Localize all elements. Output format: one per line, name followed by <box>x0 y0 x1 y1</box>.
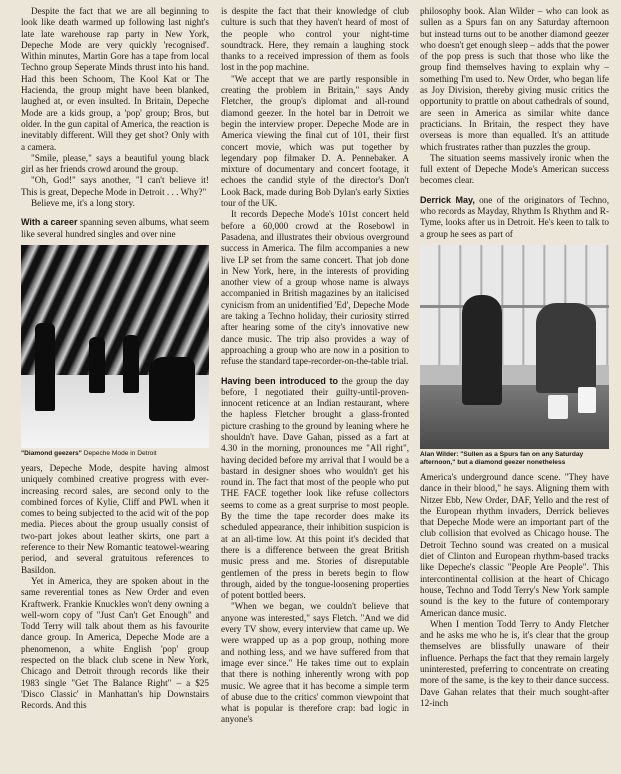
paragraph: "Oh, God!" says another, "I can't believe it! This is great, Depeche Mode in Detroit . . . Why?" <box>21 175 209 197</box>
paragraph: Despite the fact that we are all beginning to look like death warmed up following last night's late late warehouse rap party in New York, Depeche Mode are very quickly 'recognised'. Within minutes, Martin Gore has a tape from local Techno group Seperate Minds thrust into his hand. Had this been Schoom, The Kool Kat or The Hacienda, the group might have been blanked, laughed at, or even insulted. In Britain, Depeche Mode are a kids group, a 'pop' group; Bros, but older. In the gun capital of America, the reaction is inevitably different. Will they get shot? Only with a camera. <box>21 6 209 152</box>
cup-icon <box>548 395 568 419</box>
column-1 <box>21 6 209 774</box>
paragraph: philosophy book. Alan Wilder – who can look as sullen as a Spurs fan on any Saturday afternoon but instead turns out to be another diamond geezer who doesn't get enough sleep – adds that the power of the pop press is such that those who like the group find themselves having to explain why – something I'm used to. New Order, who began life as Joy Division, thereby giving music critics the opportunity to prattle on about cathedrals of sound, are seen in America as similar white dance practicians. In Britain, the respect they have overseas is more than equalled. It's an attitude which frustrates rather than puzzles the group. <box>420 6 609 152</box>
paragraph: is despite the fact that their knowledge of club culture is such that they haven't heard of most of the people who control your night-time soundtrack. Here, they remain a laughing stock thanks to a received impression of them as fools lost in the pop machine. <box>221 6 409 73</box>
paragraph: Believe me, it's a long story. <box>31 198 135 209</box>
caption-bold: Alan Wilder: "Sullen as a Spurs fan on any Saturday afternoon," but a diamond geezer nonetheless <box>420 450 584 466</box>
section-lead: With a career <box>21 217 78 228</box>
paragraph: years, Depeche Mode, despite having almost uniquely combined creative progress with ever-increasing record sales, are second only to the combined forces of Kylie, Cliff and PWL when it comes to being subjected to the acid wit of the pop media. Pieces about the group usually consist of two-part jokes about leather skirts, one part a reference to their New Romantic teatowel-wearing period, and several gratuitous references to Basildon. <box>21 462 209 575</box>
person-figure <box>536 303 596 393</box>
paragraph: The situation seems massively ironic when the full extent of Depeche Mode's American success becomes clear. <box>420 152 609 186</box>
caption-bold: "Diamond geezers" <box>21 449 82 457</box>
paragraph-text: the group the day before, I negotiated their guilty-until-proven-innocent reticence at an Indian restaurant, where the hapless Fletcher brought a glass-fronted picture crashing to the ground by leaning where he shouldn't have. Dave Gahan, pissed as a fart at 4.30 in the morning, pronounces me "All right", having decided before my arrival that I would be a bastard in designer shoes who wouldn't get his round in. The fact that most of the people who put THE FACE together look like refuse collectors seems to come as a great surprise to most people. By the time the tape recorder does make its scheduled appearance, their inhibition suspicion is at an all-time low. At this point it's decided that there is a difference between the great British music press and me. Stories of disreputable gentlemen of the press in berets begin to flow through, aided by the tongue-loosening properties of potent bottled beers. <box>221 375 409 601</box>
paragraph: Yet in America, they are spoken about in the same reverential tones as New Order and even Kraftwerk. Frankie Knuckles won't deny owning a well-worn copy of "Just Can't Get Enough" and Todd Terry will talk about them as his favourite dance group. In America, Depeche Mode are a phenomenon, a white English 'pop' group respected on the black club scene in New York, Chicago and Detroit through records like their 1983 single "Get The Balance Right" – a $25 'Disco Classic' in Manhattan's hip Downstairs Records. And this <box>21 575 209 711</box>
paragraph: "When we began, we couldn't believe that anyone was interested," says Fletch. "And we did every TV show, every interview that came up. We were wrapped up as a pop group, nothing more and nothing less, and we have suffered from that image ever since." He takes time out to explain that there is nothing inherently wrong with pop music. We agree that it has become a simple term of abuse due to the critics' common viewpoint that what is popular is therefore crap: bad logic in anyone's <box>221 601 409 725</box>
photo-caption <box>420 451 609 467</box>
band-member-figure <box>149 357 195 421</box>
cup-icon <box>578 387 596 413</box>
paragraph: America's underground dance scene. "They have dance in their blood," he says. Aligning them with Nitzer Ebb, New Order, DAF, Yello and the rest of the European rhythm invaders, Derrick believes that Depeche Mode were an important part of the club collision that evolved as Chicago house. The Detroit Techno sound was created on a musical diet of Clinton and European rhythm-based tracks like Depeche's classic "People Are People". This intercontinental collision at the heart of Chicago house, Techno and Todd Terry's New York sample sound is the key to the future of contemporary American dance music. <box>420 471 609 618</box>
paragraph: It records Depeche Mode's 101st concert held before a 60,000 crowd at the Rosebowl in Pasadena, and illustrates their obvious overground success in America. The film accompanies a new live LP set from the same concert. That job done in New York, here, in the interests of providing another view of a group whose name is always accompanied in British magazines by an italicised cynicism from an unidentified 'Ed', Depeche Mode are taking a Techno holiday, their curiosity stirred after hearing some of the city's innovative new dance music. The trip also provides a way of approaching a group who are now in a position to refuse the standard tape-recorder-on-the-table trial. <box>221 209 409 367</box>
paragraph: When I mention Todd Terry to Andy Fletcher and he asks me who he is, it's clear that the group themselves are blissfully unaware of their influence. Perhaps the fact that they remain largely uninterested, preferring to concentrate on creating more of the same, is the key to their dance success. Dave Gahan relates that their much sought-after 12-inch <box>420 618 609 708</box>
caption-text: Depeche Mode in Detroit <box>81 449 157 457</box>
column-3 <box>420 6 609 774</box>
band-member-figure <box>89 337 105 393</box>
alan-wilder-photo <box>420 245 609 449</box>
paragraph <box>221 376 409 602</box>
band-member-figure <box>35 323 55 411</box>
paragraph-text: one of the originators of Techno, who records as Mayday, Rhythm Is Rhythm and R-Tyme, looks after us in Detroit. He's keen to talk to a group he sees as part of <box>420 194 609 239</box>
band-photo <box>21 245 209 448</box>
paragraph <box>420 195 609 240</box>
paragraph: "We accept that we are partly responsible in creating the problem in Britain," says Andy Fletcher, the group's diplomat and all-round diamond geezer. In the hotel bar in Detroit we begin the interview proper. Depeche Mode are in America viewing the final cut of 101, their first concert movie, which was put together by legendary pop filmaker D. A. Pennebaker. A mixture of documentary and concert footage, it echoes the candid style of the director's Don't Look Back, made during Bob Dylan's early Sixties tour of the UK. <box>221 73 409 209</box>
paragraph-text: spanning seven albums, what seem like several hundred singles and over nine <box>21 217 209 239</box>
photo-caption <box>21 450 209 458</box>
section-lead: Having been introduced to <box>221 375 338 386</box>
column-2 <box>221 6 409 774</box>
band-member-figure <box>123 335 139 393</box>
person-figure <box>462 295 502 405</box>
paragraph: "Smile, please," says a beautiful young black girl as her friends crowd around the group. <box>21 152 209 175</box>
paragraph <box>21 217 209 240</box>
section-lead: Derrick May, <box>420 194 475 205</box>
